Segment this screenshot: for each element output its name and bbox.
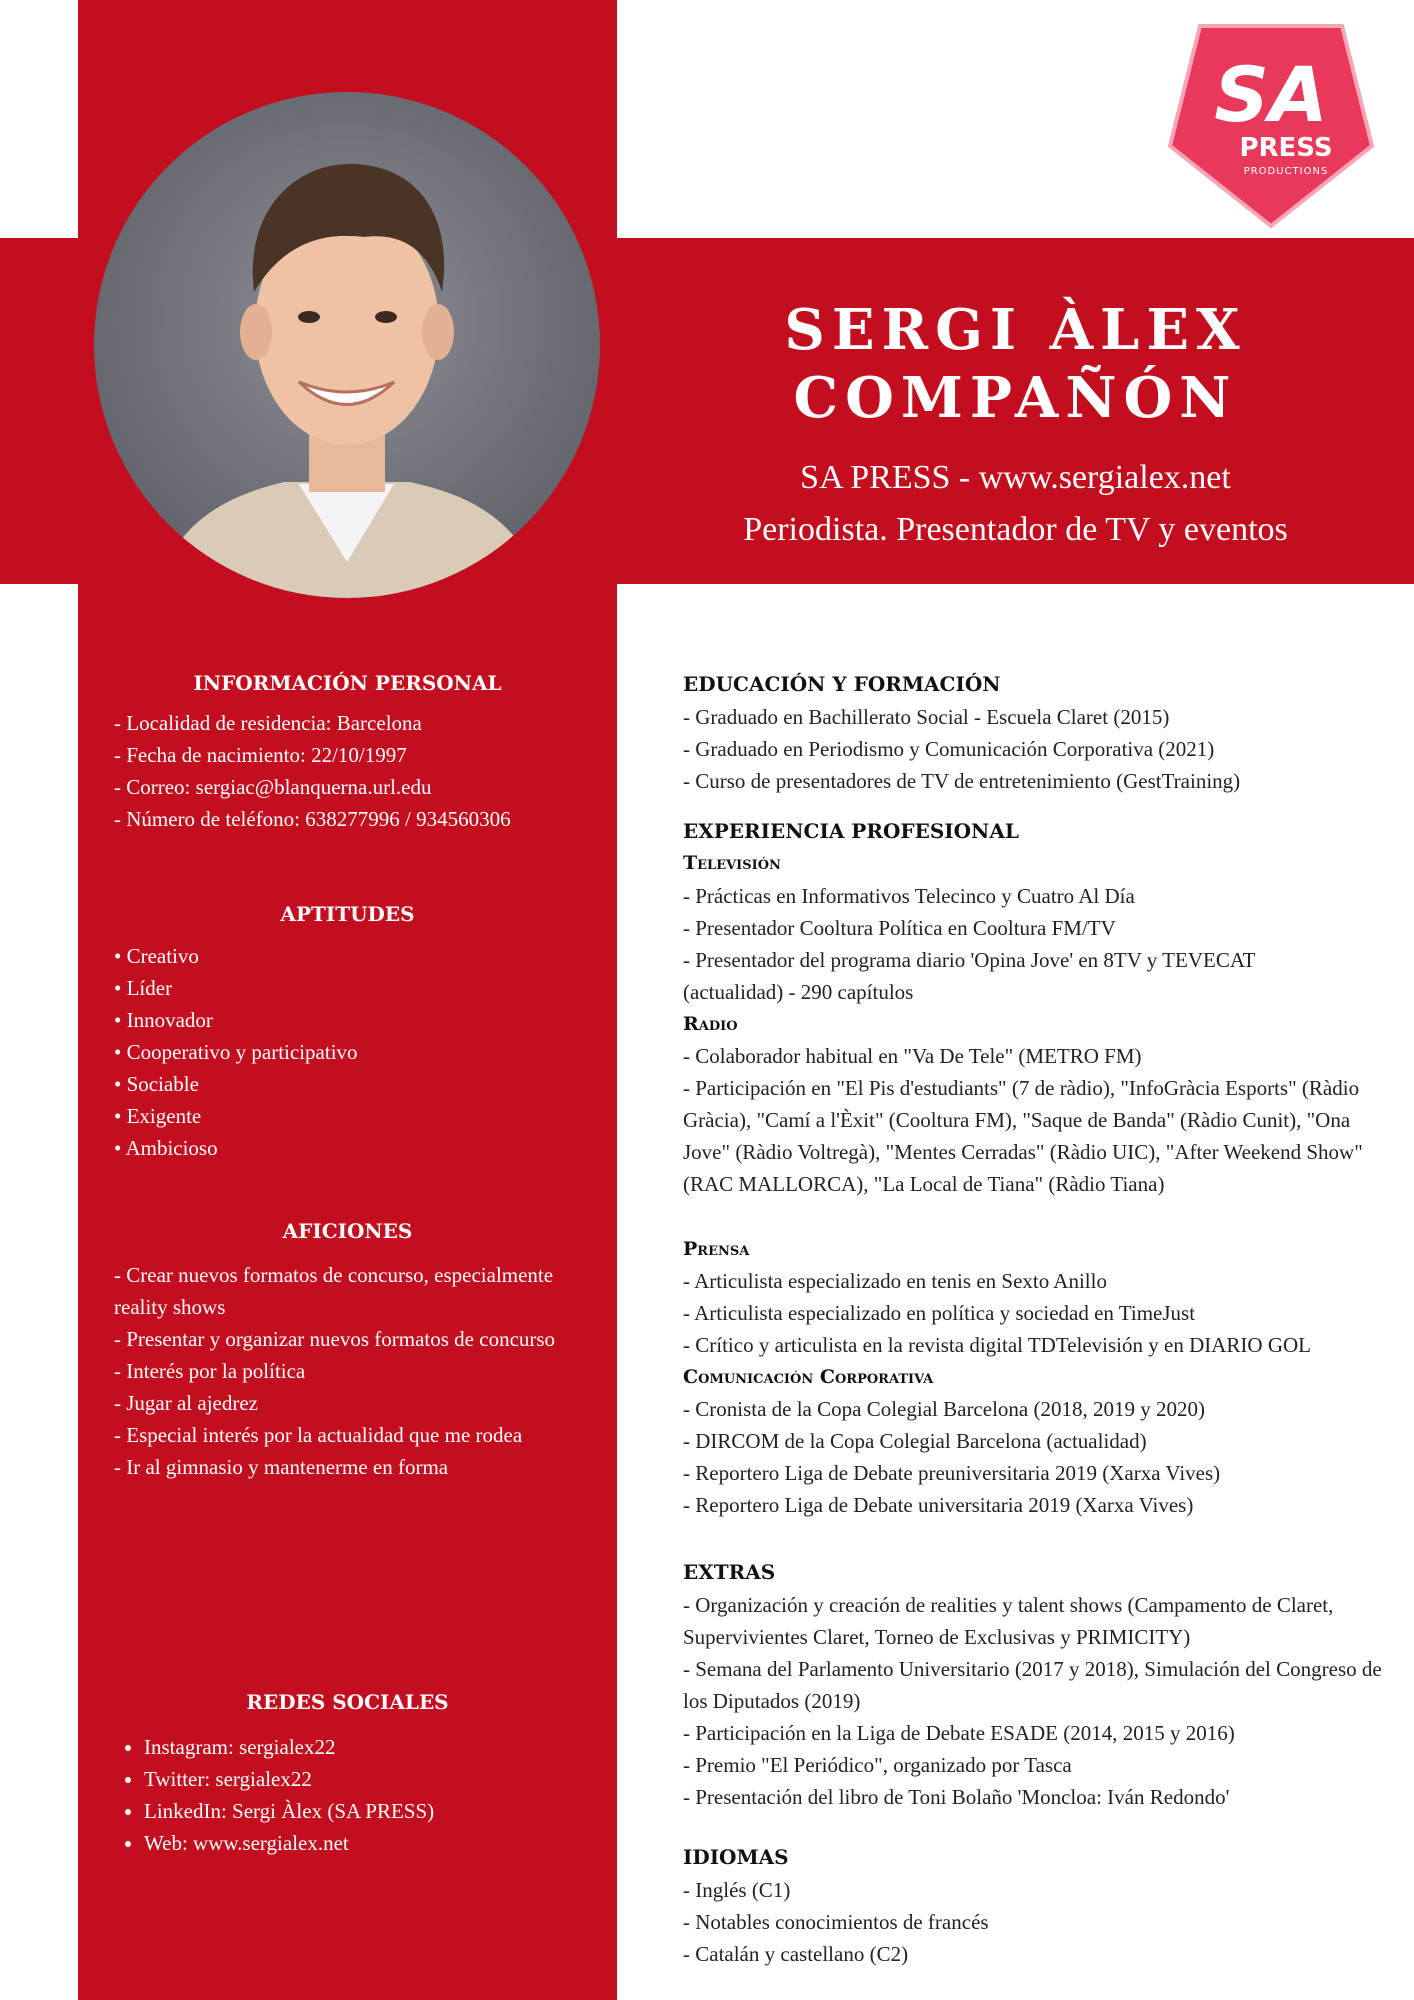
experience-heading: EXPERIENCIA PROFESIONAL [683, 819, 1019, 843]
social-instagram-link[interactable]: • Instagram: sergialex22 [144, 1731, 604, 1763]
subtitle-line-2: Periodista. Presentador de TV y eventos [743, 511, 1288, 548]
list-item: - Localidad de residencia: Barcelona [114, 711, 422, 735]
list-item: - Número de teléfono: 638277996 / 934560306 [114, 807, 511, 831]
list-item: - Inglés (C1) [683, 1878, 791, 1902]
list-item: • Innovador [114, 1008, 213, 1032]
list-item: - Prácticas en Informativos Telecinco y Cuatro Al Día [683, 884, 1135, 908]
list-item: - Reportero Liga de Debate preuniversitaria 2019 (Xarxa Vives) [683, 1461, 1221, 1485]
prensa-list [683, 1265, 1393, 1361]
prensa-subheading: Prensa [683, 1238, 750, 1260]
list-item: - Graduado en Bachillerato Social - Escuela Claret (2015) [683, 705, 1170, 729]
list-item: - Jugar al ajedrez [114, 1391, 258, 1415]
aptitudes-heading: APTITUDES [280, 902, 415, 926]
social-web-link[interactable]: • Web: www.sergialex.net [144, 1827, 604, 1859]
list-item: - Cronista de la Copa Colegial Barcelona (2018, 2019 y 2020) [683, 1397, 1205, 1421]
radio-subheading: Radio [683, 1013, 738, 1035]
extras-heading: EXTRAS [683, 1560, 776, 1584]
list-item: - Ir al gimnasio y mantenerme en forma [114, 1455, 449, 1479]
list-item: - Crear nuevos formatos de concurso, especialmente reality shows [114, 1263, 554, 1319]
list-item: • Cooperativo y participativo [114, 1040, 358, 1064]
list-item: - Correo: sergiac@blanquerna.url.edu [114, 775, 432, 799]
list-item: - Interés por la política [114, 1359, 306, 1383]
subtitle-line-1: SA PRESS - www.sergialex.net [800, 459, 1231, 496]
list-item: - Especial interés por la actualidad que me rodea [114, 1423, 523, 1447]
sa-press-logo [1160, 16, 1382, 236]
list-item: - Graduado en Periodismo y Comunicación Corporativa (2021) [683, 737, 1215, 761]
idiomas-list [683, 1874, 1393, 1970]
list-item: - Presentar y organizar nuevos formatos de concurso [114, 1327, 556, 1351]
list-item: • Exigente [114, 1104, 202, 1128]
header-subtitle [617, 452, 1414, 556]
list-item: - Organización y creación de realities y talent shows (Campamento de Claret, Supervivientes Claret, Torneo de Exclusivas y PRIMICITY) [683, 1593, 1334, 1649]
aficiones-heading: AFICIONES [282, 1219, 413, 1243]
list-item: - DIRCOM de la Copa Colegial Barcelona (actualidad) [683, 1429, 1147, 1453]
redes-heading: REDES SOCIALES [246, 1690, 449, 1714]
profile-photo [94, 92, 600, 598]
tv-subheading: Televisión [683, 852, 781, 874]
list-item: - Participación en "El Pis d'estudiants" (7 de ràdio), "InfoGràcia Esports" (Ràdio Gràcia), "Camí a l'Èxit" (Cooltura FM), "Saque de Banda" (Ràdio Cunit), "Ona Jove" (Ràdio Voltregà), "Mentes Cerradas" (Ràdio UIC), "After Weekend Show" (RAC MALLORCA), "La Local de Tiana" (Ràdio Tiana) [683, 1076, 1363, 1196]
list-item: - Notables conocimientos de francés [683, 1910, 989, 1934]
education-heading: EDUCACIÓN Y FORMACIÓN [683, 672, 1001, 696]
list-item: - Fecha de nacimiento: 22/10/1997 [114, 743, 407, 767]
list-item: • Líder [114, 976, 173, 1000]
aptitudes-list [114, 940, 604, 1164]
social-twitter-link[interactable]: • Twitter: sergialex22 [144, 1763, 604, 1795]
list-item: - Reportero Liga de Debate universitaria 2019 (Xarxa Vives) [683, 1493, 1194, 1517]
list-item: • Sociable [114, 1072, 199, 1096]
list-item: • Ambicioso [114, 1136, 218, 1160]
name-line-1: SERGI ÀLEX [784, 297, 1247, 363]
logo-word-text: PRESS [1239, 133, 1333, 163]
corporativa-subheading: Comunicación Corporativa [683, 1366, 934, 1388]
person-name [617, 296, 1414, 432]
personal-list [114, 707, 604, 835]
list-item: - Colaborador habitual en "Va De Tele" (METRO FM) [683, 1044, 1142, 1068]
idiomas-heading: IDIOMAS [683, 1845, 789, 1869]
logo-main-text: SA [1214, 50, 1328, 139]
list-item: - Presentador del programa diario 'Opina Jove' en 8TV y TEVECAT (actualidad) - 290 capítulos [683, 948, 1256, 1004]
corporativa-list [683, 1393, 1393, 1521]
list-item: - Participación en la Liga de Debate ESADE (2014, 2015 y 2016) [683, 1721, 1235, 1745]
list-item: • Creativo [114, 944, 199, 968]
list-item: - Curso de presentadores de TV de entretenimiento (GestTraining) [683, 769, 1241, 793]
list-item: - Catalán y castellano (C2) [683, 1942, 909, 1966]
list-item: - Presentador Cooltura Política en Cooltura FM/TV [683, 916, 1116, 940]
list-item: - Crítico y articulista en la revista digital TDTelevisión y en DIARIO GOL [683, 1333, 1311, 1357]
tv-list [683, 880, 1393, 1008]
name-line-2: COMPAÑÓN [793, 365, 1238, 431]
radio-list [683, 1040, 1393, 1200]
list-item: - Semana del Parlamento Universitario (2017 y 2018), Simulación del Congreso de los Diputados (2019) [683, 1657, 1382, 1713]
list-item: - Presentación del libro de Toni Bolaño 'Moncloa: Iván Redondo' [683, 1785, 1230, 1809]
list-item: - Articulista especializado en política y sociedad en TimeJust [683, 1301, 1196, 1325]
logo-small-text: PRODUCTIONS [1243, 166, 1329, 177]
aficiones-list [114, 1259, 584, 1483]
extras-list [683, 1589, 1393, 1813]
social-linkedin-link[interactable]: • LinkedIn: Sergi Àlex (SA PRESS) [144, 1795, 604, 1827]
list-item: - Premio "El Periódico", organizado por Tasca [683, 1753, 1072, 1777]
redes-list [114, 1731, 604, 1859]
personal-heading: INFORMACIÓN PERSONAL [193, 671, 502, 695]
education-list [683, 701, 1393, 797]
list-item: - Articulista especializado en tenis en Sexto Anillo [683, 1269, 1107, 1293]
